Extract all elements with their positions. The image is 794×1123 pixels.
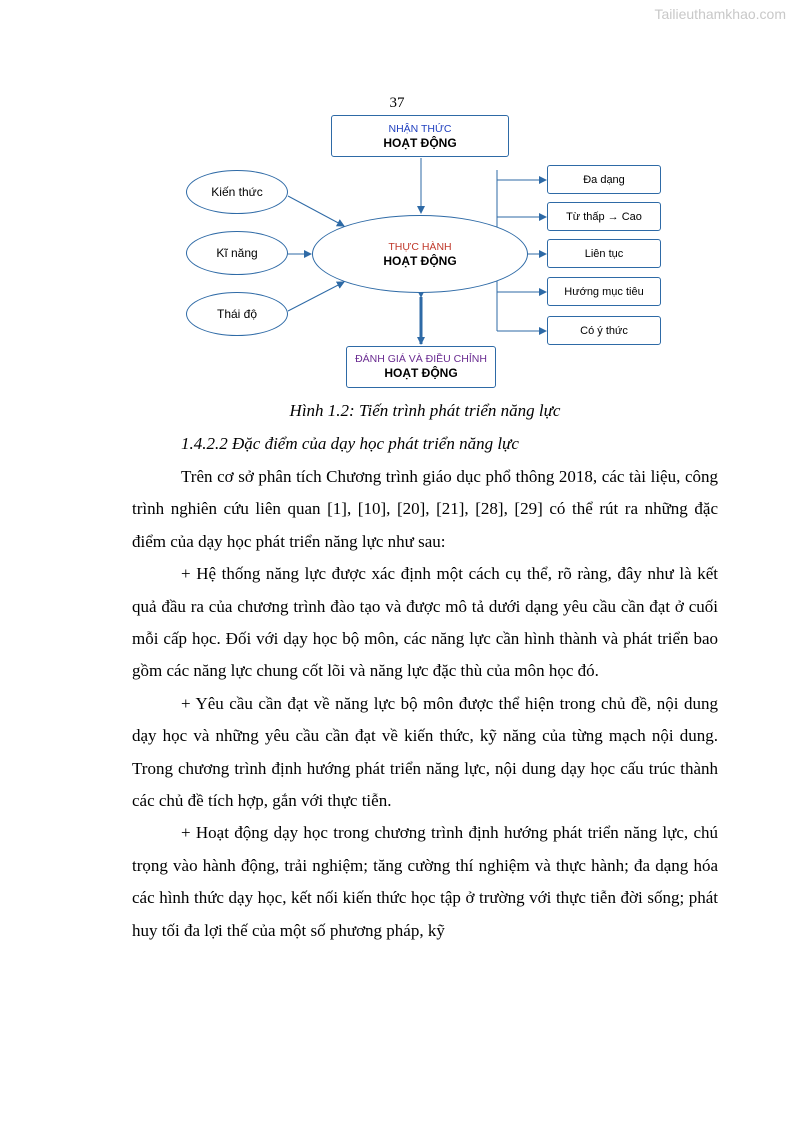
output-diverse: Đa dạng	[547, 165, 661, 194]
body-text	[132, 461, 718, 947]
paragraph: Trên cơ sở phân tích Chương trình giáo dục phổ thông 2018, các tài liệu, công trình nghiên cứu liên quan [1], [10], [20], [21], [28], [29] có thể rút ra những đặc điểm của dạy học phát triển năng lực như sau:	[132, 467, 718, 551]
attitude-ellipse: Thái độ	[186, 292, 288, 336]
watermark: Tailieuthamkhao.com	[654, 6, 786, 22]
paragraph: + Yêu cầu cần đạt về năng lực bộ môn được thể hiện trong chủ đề, nội dung dạy học và những yêu cầu cần đạt về kiến thức, kỹ năng của từng mạch nội dung. Trong chương trình định hướng phát triển năng lực, nội dung dạy học cấu trúc thành các chủ đề tích hợp, gắn với thực tiễn.	[132, 693, 718, 811]
arrow-attitude	[288, 282, 344, 311]
output-conscious: Có ý thức	[547, 316, 661, 345]
evaluation-box	[346, 346, 496, 388]
skill-ellipse: Kĩ năng	[186, 231, 288, 275]
arrow-knowledge	[288, 196, 344, 226]
diagram-connectors	[0, 0, 794, 400]
cognition-activity-label: HOẠT ĐỘNG	[383, 136, 457, 150]
page-number: 37	[389, 95, 405, 111]
cognition-box	[331, 115, 509, 157]
practice-label: THỰC HÀNH	[388, 240, 452, 253]
practice-activity-label: HOẠT ĐỘNG	[383, 253, 457, 268]
practice-ellipse	[312, 215, 528, 293]
knowledge-ellipse: Kiến thức	[186, 170, 288, 214]
evaluation-label: ĐÁNH GIÁ VÀ ĐIỀU CHỈNH	[355, 353, 487, 365]
evaluation-activity-label: HOẠT ĐỘNG	[384, 366, 458, 380]
paragraph: + Hoạt động dạy học trong chương trình định hướng phát triển năng lực, chú trọng vào hành động, trải nghiệm; tăng cường thí nghiệm và thực hành; đa dạng hóa các hình thức dạy học, kết nối kiến thức học tập ở trường với thực tiễn đời sống; phát huy tối đa lợi thế của một số phương pháp, kỹ	[132, 823, 718, 940]
figure-caption: Hình 1.2: Tiến trình phát triển năng lực	[289, 401, 561, 420]
paragraph: + Hệ thống năng lực được xác định một cách cụ thể, rõ ràng, đây như là kết quả đầu ra của chương trình đào tạo và được mô tả dưới dạng yêu cầu cần đạt ở cuối mỗi cấp học. Đối với dạy học bộ môn, các năng lực cần hình thành và phát triển bao gồm các năng lực chung cốt lõi và năng lực đặc thù của môn học đó.	[132, 564, 718, 681]
output-low-to-high: Từ thấp → Cao	[547, 202, 661, 231]
output-goal-oriented: Hướng mục tiêu	[547, 277, 661, 306]
output-continuous: Liên tục	[547, 239, 661, 268]
section-heading: 1.4.2.2 Đặc điểm của dạy học phát triển năng lực	[181, 434, 519, 453]
cognition-label: NHẬN THỨC	[388, 123, 452, 135]
